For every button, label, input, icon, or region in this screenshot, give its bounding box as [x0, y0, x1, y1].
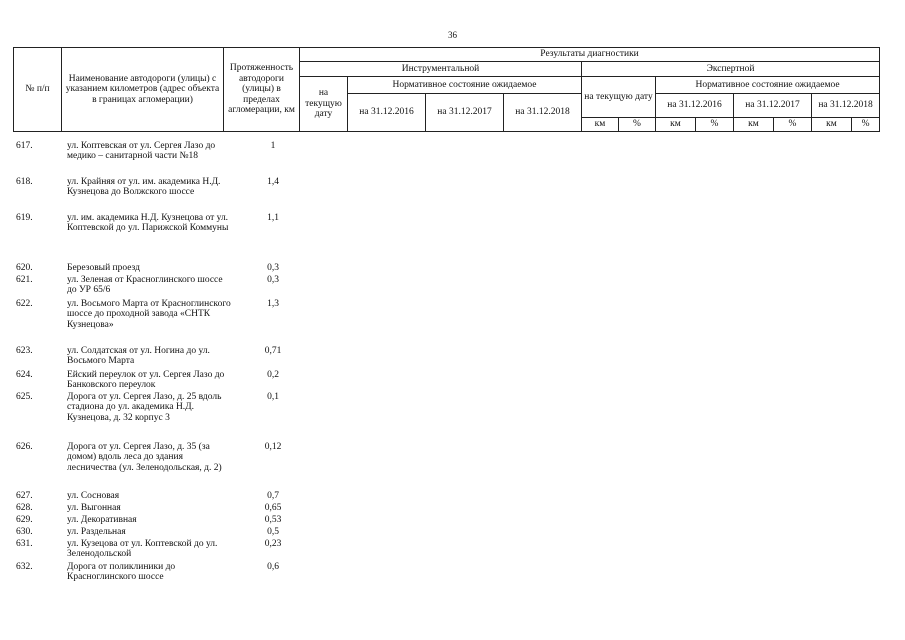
- table-row: [13, 442, 315, 491]
- road-length: 1: [270, 141, 276, 151]
- road-name: ул. Кузецова от ул. Коптевской до ул. Зеленодольской: [67, 539, 218, 560]
- table-row: [13, 177, 315, 213]
- table-row: [13, 275, 315, 299]
- road-name: ул. Солдатская от ул. Ногина до ул. Восьмого Марта: [67, 346, 210, 367]
- road-name: Дорога от ул. Сергея Лазо, д. 25 вдоль стадиона до ул. академика Н.Д. Кузнецова, д. 32 корпус 3: [67, 392, 222, 423]
- row-number: 631.: [16, 539, 33, 549]
- table-row: [13, 527, 315, 539]
- row-number: 622.: [16, 299, 33, 309]
- row-number: 626.: [16, 442, 33, 452]
- header-instr-2018: на 31.12.2018: [504, 94, 582, 132]
- table-row: [13, 213, 315, 263]
- road-length: 0,5: [267, 527, 279, 537]
- road-length: 1,3: [267, 299, 279, 309]
- road-name: ул. Декоративная: [67, 515, 137, 525]
- header-name: Наименование автодороги (улицы) с указанием километров (адрес объекта в границах агломерации): [62, 48, 224, 132]
- road-length: 0,2: [267, 370, 279, 380]
- road-name: ул. Раздельная: [67, 527, 126, 537]
- table-header: [13, 47, 880, 132]
- header-normative-instr: Нормативное состояние ожидаемое: [348, 77, 582, 94]
- road-name: ул. Коптевская от ул. Сергея Лазо до медико – санитарной части №18: [67, 141, 216, 162]
- row-number: 618.: [16, 177, 33, 187]
- table-row: [13, 562, 315, 584]
- header-exp-2018: на 31.12.2018: [812, 94, 880, 118]
- row-number: 621.: [16, 275, 33, 285]
- road-name: ул. Крайняя от ул. им. академика Н.Д. Кузнецова до Волжского шоссе: [67, 177, 221, 198]
- table-row: [13, 263, 315, 275]
- table-row: [13, 299, 315, 346]
- road-name: Дорога от поликлиники до Красноглинского шоссе: [67, 562, 176, 583]
- table-row: [13, 370, 315, 392]
- row-number: 617.: [16, 141, 33, 151]
- road-length: 0,6: [267, 562, 279, 572]
- table-row: [13, 141, 315, 177]
- unit-km: км: [656, 118, 696, 132]
- header-no: № п/п: [14, 48, 62, 132]
- road-length: 1,1: [267, 213, 279, 223]
- road-length: 0,71: [264, 346, 282, 356]
- header-instr-2017: на 31.12.2017: [426, 94, 504, 132]
- unit-km: км: [812, 118, 852, 132]
- road-length: 0,53: [264, 515, 282, 525]
- header-normative-expert: Нормативное состояние ожидаемое: [656, 77, 880, 94]
- road-table: [13, 141, 315, 584]
- row-number: 627.: [16, 491, 33, 501]
- road-name: ул. Сосновая: [67, 491, 120, 501]
- header-exp-2016: на 31.12.2016: [656, 94, 734, 118]
- road-name: ул. им. академика Н.Д. Кузнецова от ул. Коптевской до ул. Парижской Коммуны: [67, 213, 229, 234]
- road-length: 0,23: [264, 539, 282, 549]
- road-length: 0,65: [264, 503, 282, 513]
- row-number: 623.: [16, 346, 33, 356]
- road-length: 1,4: [267, 177, 279, 187]
- road-name: ул. Выгонная: [67, 503, 121, 513]
- unit-pct: %: [696, 118, 734, 132]
- road-name: ул. Восьмого Марта от Красноглинского шоссе до проходной завода «СНТК Кузнецова»: [67, 299, 231, 330]
- table-row: [13, 503, 315, 515]
- row-number: 620.: [16, 263, 33, 273]
- header-expert: Экспертной: [582, 62, 880, 77]
- road-name: Дорога от ул. Сергея Лазо, д. 35 (за домом) вдоль леса до здания лесничества (ул. Зеленодольская, д. 2): [67, 442, 222, 473]
- table-row: [13, 392, 315, 442]
- header-current-expert: на текущую дату: [582, 77, 656, 118]
- header-length: Протяженность автодороги (улицы) в пределах агломерации, км: [224, 48, 300, 132]
- row-number: 628.: [16, 503, 33, 513]
- row-number: 624.: [16, 370, 33, 380]
- row-number: 619.: [16, 213, 33, 223]
- unit-km: км: [582, 118, 619, 132]
- unit-pct: %: [619, 118, 656, 132]
- road-length: 0,3: [267, 263, 279, 273]
- road-name: Березовый проезд: [67, 263, 140, 273]
- row-number: 629.: [16, 515, 33, 525]
- road-length: 0,1: [267, 392, 279, 402]
- row-number: 625.: [16, 392, 33, 402]
- header-results: Результаты диагностики: [300, 48, 880, 62]
- road-length: 0,3: [267, 275, 279, 285]
- road-length: 0,12: [264, 442, 282, 452]
- unit-pct: %: [852, 118, 880, 132]
- table-row: [13, 515, 315, 527]
- road-name: ул. Зеленая от Красноглинского шоссе до УР 65/6: [67, 275, 223, 296]
- header-instrumental: Инструментальной: [300, 62, 582, 77]
- table-row: [13, 539, 315, 562]
- row-number: 630.: [16, 527, 33, 537]
- table-row: [13, 491, 315, 503]
- road-name: Ейский переулок от ул. Сергея Лазо до Банковского переулок: [67, 370, 225, 391]
- road-length: 0,7: [267, 491, 279, 501]
- page-number: 36: [448, 30, 457, 40]
- header-current-instr: на текущую дату: [300, 77, 348, 132]
- table-row: [13, 346, 315, 370]
- unit-km: км: [734, 118, 774, 132]
- row-number: 632.: [16, 562, 33, 572]
- header-exp-2017: на 31.12.2017: [734, 94, 812, 118]
- header-instr-2016: на 31.12.2016: [348, 94, 426, 132]
- unit-pct: %: [774, 118, 812, 132]
